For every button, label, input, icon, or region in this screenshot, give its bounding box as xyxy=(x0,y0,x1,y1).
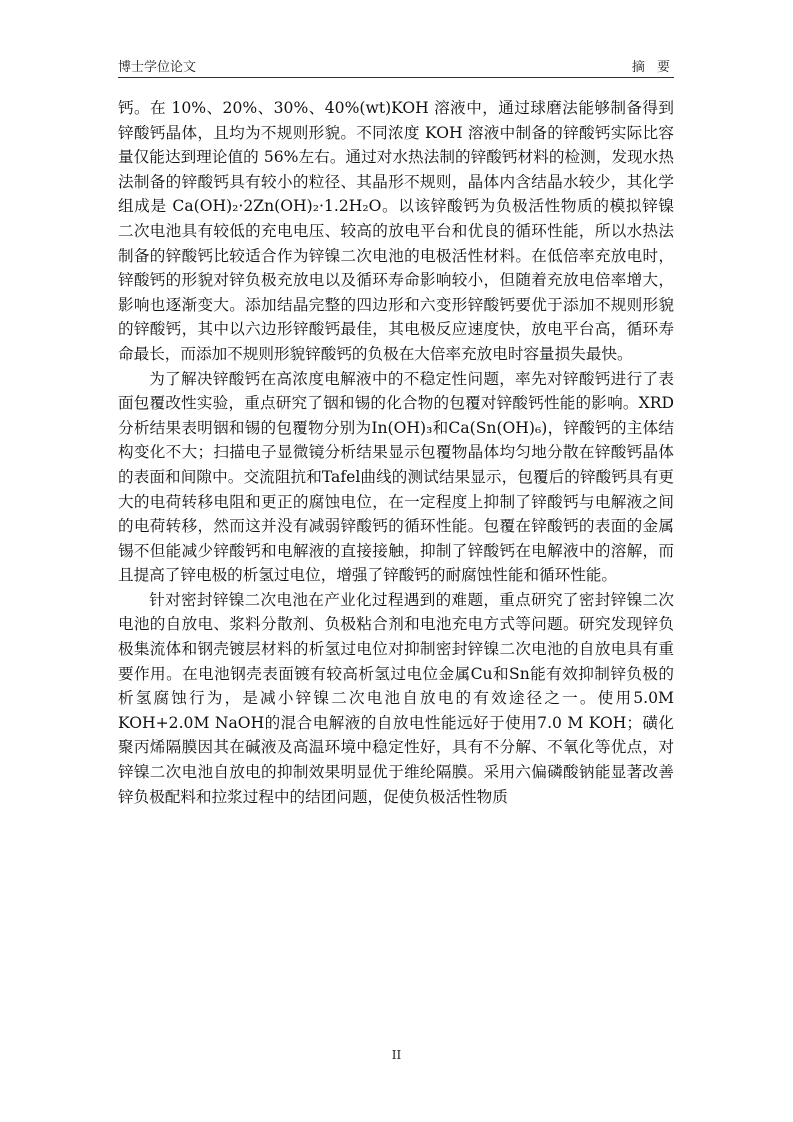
header-rule xyxy=(118,77,674,78)
header-section-label: 摘 要 xyxy=(631,60,674,75)
paragraph: 针对密封锌镍二次电池在产业化过程遇到的难题，重点研究了密封锌镍二次电池的自放电、浆料分散剂、负极粘合剂和电池充电方式等问题。研究发现锌负极集流体和钢壳镀层材料的析氢过电位对抑制密封锌镍二次电池的自放电具有重要作用。在电池钢壳表面镀有较高析氢过电位金属Cu和Sn能有效抑制锌负极的析氢腐蚀行为，是减小锌镍二次电池自放电的有效途径之一。使用5.0M KOH+2.0M NaOH的混合电解液的自放电性能远好于使用7.0 M KOH；磺化聚丙烯隔膜因其在碱液及高温环境中稳定性好，具有不分解、不氧化等优点，对锌镍二次电池自放电的抑制效果明显优于维纶隔膜。采用六偏磷酸钠能显著改善锌负极配料和拉浆过程中的结团问题，促使负极活性物质 xyxy=(118,590,674,806)
page-number: II xyxy=(391,1048,402,1062)
header-thesis-label: 博士学位论文 xyxy=(118,60,197,75)
abstract-body xyxy=(118,96,674,809)
paragraph: 为了解决锌酸钙在高浓度电解液中的不稳定性问题，率先对锌酸钙进行了表面包覆改性实验，重点研究了铟和锡的化合物的包覆对锌酸钙性能的影响。XRD 分析结果表明铟和锡的包覆物分别为In(OH)₃和Ca(Sn(OH)₆)，锌酸钙的主体结构变化不大；扫描电子显微镜分析结果显示包覆物晶体均匀地分散在锌酸钙晶体的表面和间隙中。交流阻抗和Tafel曲线的测试结果显示，包覆后的锌酸钙具有更大的电荷转移电阻和更正的腐蚀电位，在一定程度上抑制了锌酸钙与电解液之间的电荷转移，然而这并没有减弱锌酸钙的循环性能。包覆在锌酸钙的表面的金属锡不但能减少锌酸钙和电解液的直接接触，抑制了锌酸钙在电解液中的溶解，而且提高了锌电极的析氢过电位，增强了锌酸钙的耐腐蚀性能和循环性能。 xyxy=(118,369,674,585)
paragraph: 钙。在 10%、20%、30%、40%(wt)KOH 溶液中，通过球磨法能够制备得到锌酸钙晶体，且均为不规则形貌。不同浓度 KOH 溶液中制备的锌酸钙实际比容量仅能达到理论值的 56%左右。通过对水热法制的锌酸钙材料的检测，发现水热法制备的锌酸钙具有较小的粒径、其晶形不规则，晶体内含结晶水较少，其化学组成是 Ca(OH)₂·2Zn(OH)₂·1.2H₂O。以该锌酸钙为负极活性物质的模拟锌镍二次电池具有较低的充电电压、较高的放电平台和优良的循环性能，所以水热法制备的锌酸钙比较适合作为锌镍二次电池的电极活性材料。在低倍率充放电时，锌酸钙的形貌对锌负极充放电以及循环寿命影响较小，但随着充放电倍率增大，影响也逐渐变大。添加结晶完整的四边形和六变形锌酸钙要优于添加不规则形貌的锌酸钙，其中以六边形锌酸钙最佳，其电极反应速度快，放电平台高，循环寿命最长，而添加不规则形貌锌酸钙的负极在大倍率充放电时容量损失最快。 xyxy=(118,99,674,363)
running-header xyxy=(118,56,674,76)
